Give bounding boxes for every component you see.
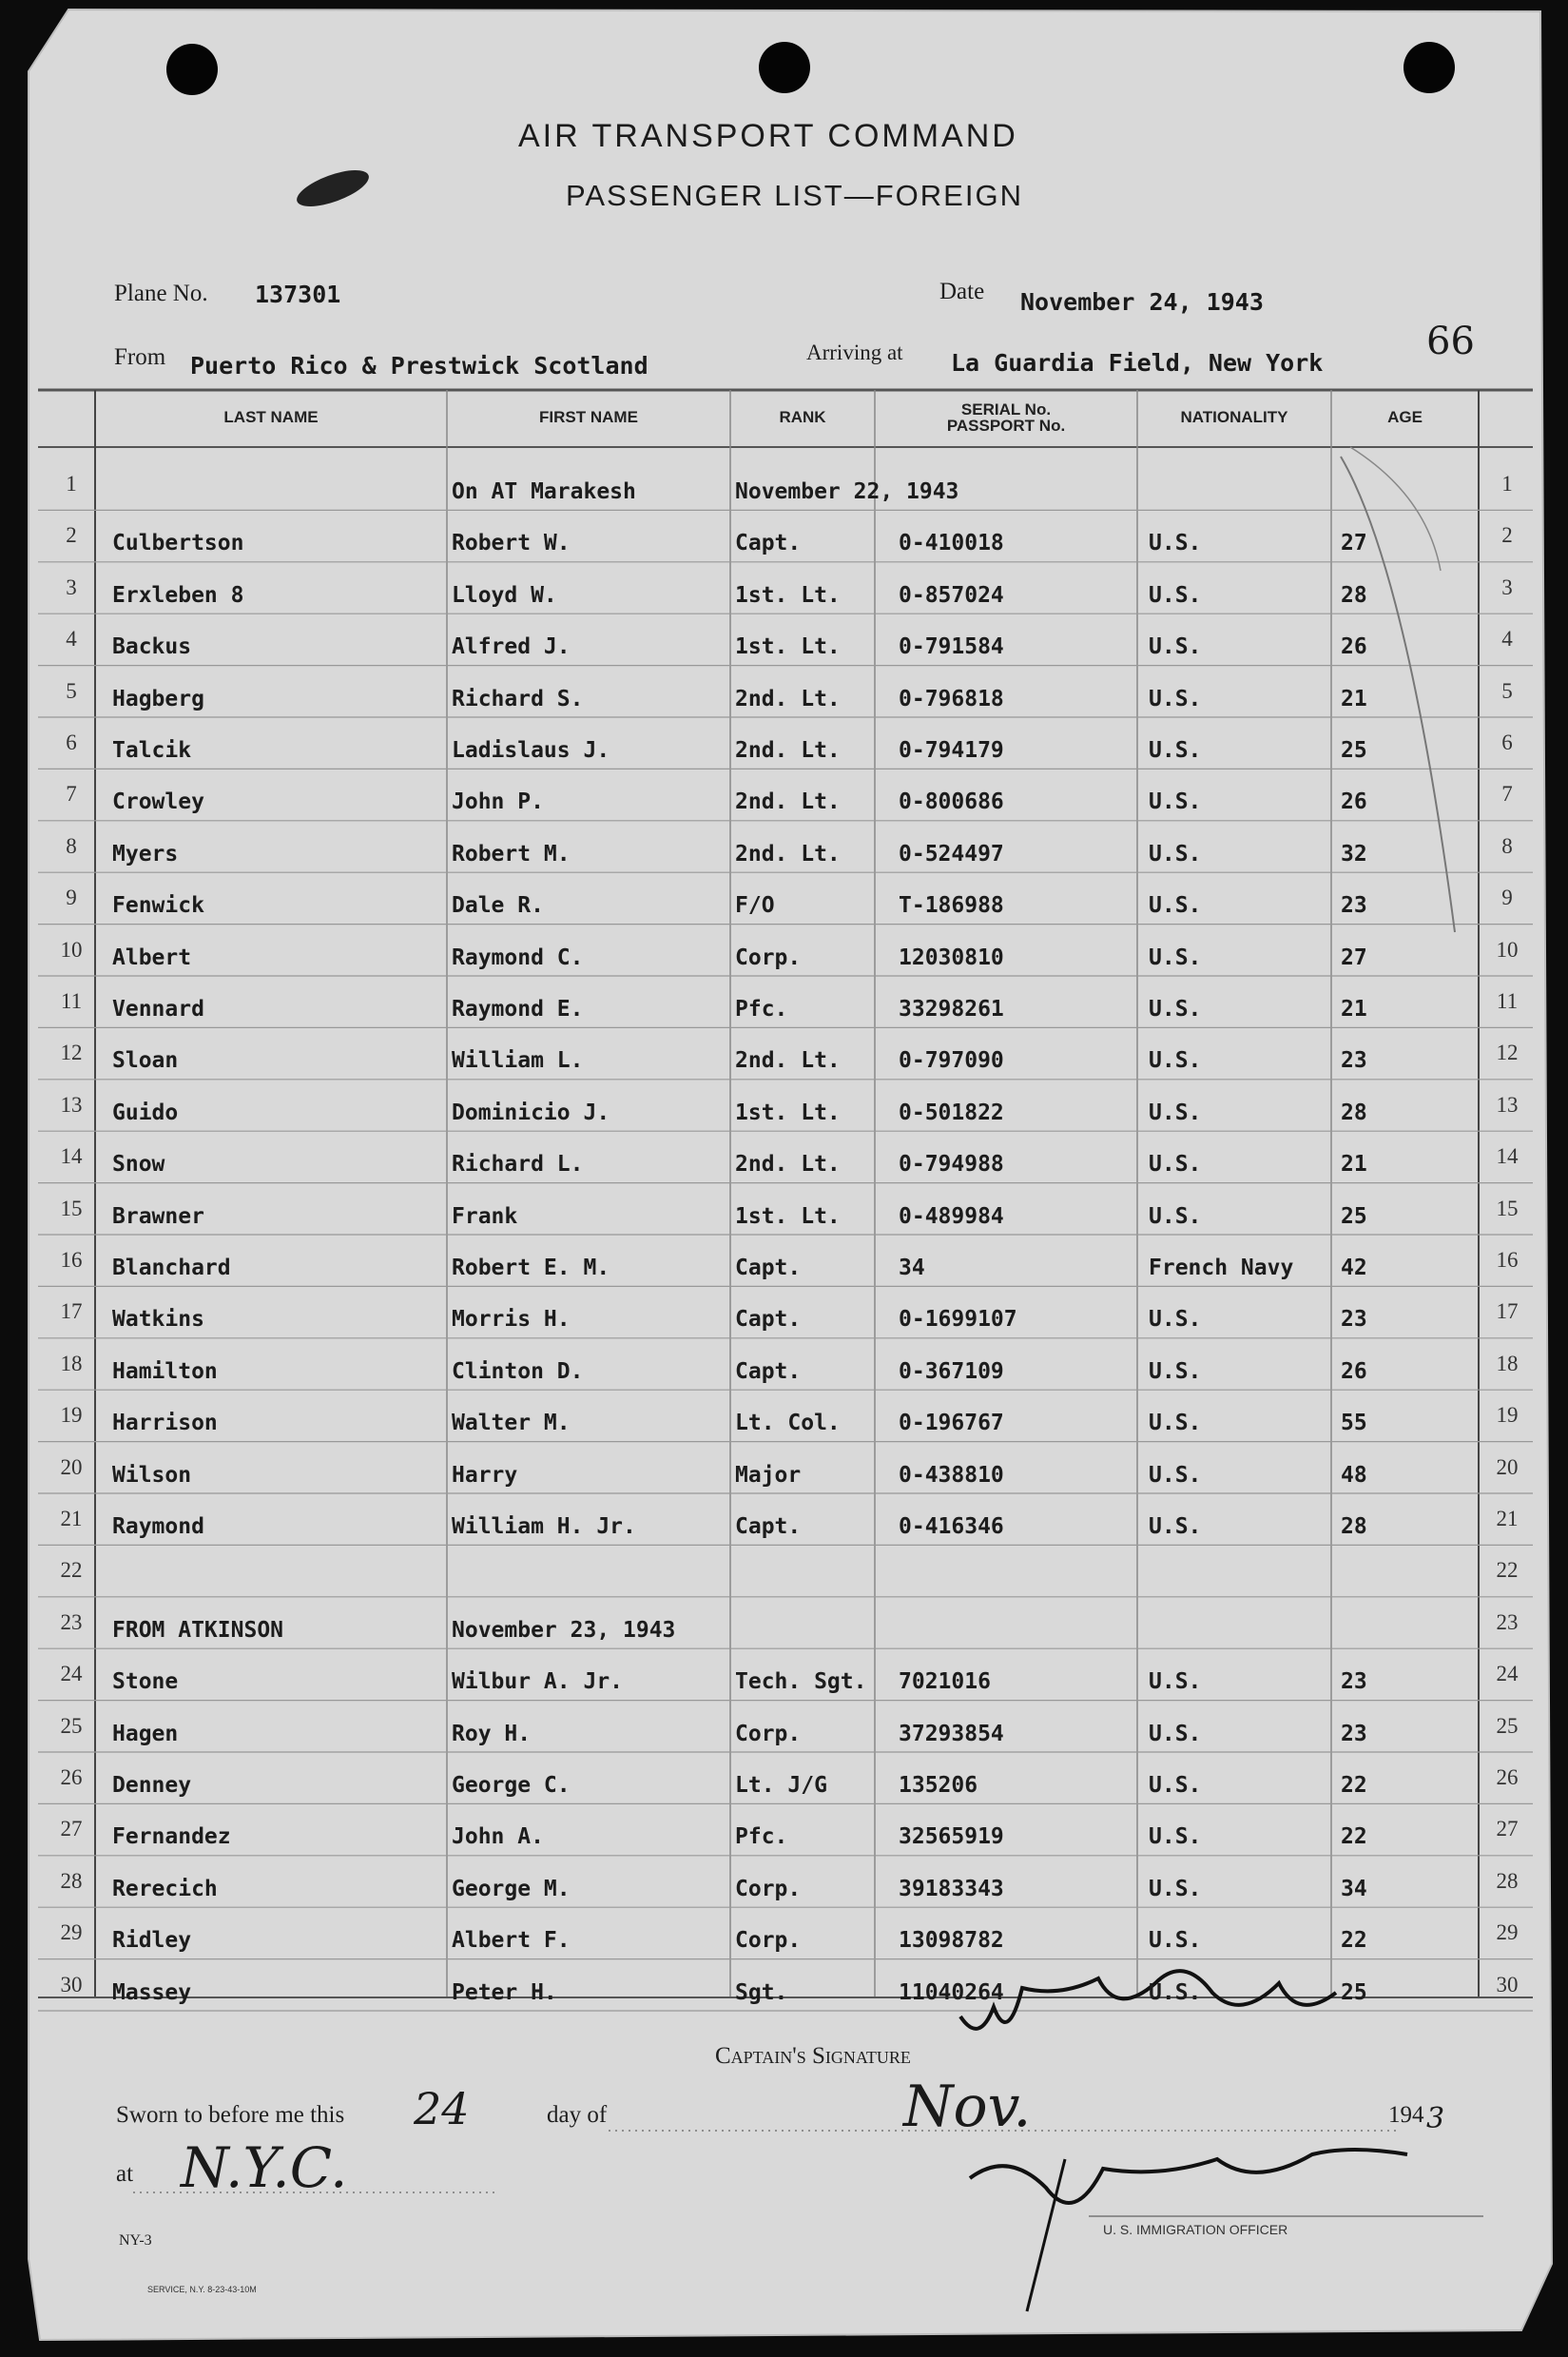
cell-rank: Capt. (735, 1514, 802, 1539)
cell-last: Myers (112, 841, 179, 867)
cell-last: Brawner (112, 1203, 204, 1229)
line-number-right: 22 (1496, 1558, 1519, 1583)
table-row (0, 510, 1568, 562)
form-subtitle: PASSENGER LIST—FOREIGN (566, 179, 1023, 212)
cell-serial: 0-797090 (899, 1048, 1004, 1074)
cell-first: Wilbur A. Jr. (452, 1669, 624, 1695)
cell-serial: 34 (899, 1256, 925, 1280)
cell-rank: November 22, 1943 (735, 479, 959, 504)
cell-serial: 0-791584 (899, 634, 1004, 660)
cell-serial: 0-1699107 (899, 1307, 1017, 1333)
line-number-right: 27 (1496, 1817, 1519, 1841)
cell-serial: 7021016 (899, 1669, 991, 1695)
cell-nat: U.S. (1149, 1669, 1202, 1695)
cell-first: Roy H. (452, 1721, 532, 1746)
table-row (0, 925, 1568, 977)
cell-age: 21 (1341, 1152, 1367, 1178)
cell-first: Richard L. (452, 1152, 584, 1178)
cell-serial: 0-524497 (899, 841, 1004, 867)
table-row (0, 1286, 1568, 1338)
captain-signature-label: Captain's Signature (715, 2043, 911, 2069)
line-number-left: 2 (66, 523, 77, 548)
cell-rank: Capt. (735, 531, 802, 556)
table-row (0, 1131, 1568, 1183)
cell-serial: 0-800686 (899, 789, 1004, 815)
cell-nat: U.S. (1149, 945, 1202, 970)
cell-last: Erxleben 8 (112, 582, 244, 608)
line-number-right: 11 (1496, 989, 1519, 1013)
column-header-rank: RANK (779, 408, 826, 426)
cell-serial: 0-438810 (899, 1462, 1004, 1488)
cell-first: Robert M. (452, 841, 571, 867)
from-value: Puerto Rico & Prestwick Scotland (190, 352, 648, 380)
cell-last: Culbertson (112, 531, 244, 556)
line-number-left: 23 (60, 1609, 83, 1634)
cell-rank: 1st. Lt. (735, 582, 841, 608)
cell-first: Richard S. (452, 686, 584, 711)
line-number-right: 4 (1501, 627, 1513, 652)
cell-serial: 39183343 (899, 1876, 1004, 1901)
line-number-left: 24 (60, 1662, 83, 1686)
cell-last: Albert (112, 945, 192, 970)
cell-rank: Corp. (735, 1928, 802, 1954)
line-number-left: 20 (60, 1454, 83, 1479)
cell-last: Guido (112, 1100, 179, 1125)
cell-nat: U.S. (1149, 1152, 1202, 1178)
cell-nat: U.S. (1149, 1979, 1202, 2005)
cell-serial: 0-501822 (899, 1100, 1004, 1125)
cell-serial: 37293854 (899, 1721, 1004, 1746)
cell-last: Rerecich (112, 1876, 218, 1901)
cell-nat: U.S. (1149, 789, 1202, 815)
cell-nat: U.S. (1149, 997, 1202, 1022)
cell-age: 23 (1341, 1307, 1367, 1333)
cell-age: 25 (1341, 1979, 1367, 2005)
line-number-right: 2 (1501, 523, 1513, 548)
table-row (0, 1235, 1568, 1287)
line-number-left: 27 (60, 1817, 83, 1841)
cell-first: Dale R. (452, 893, 544, 919)
line-number-left: 13 (60, 1092, 83, 1117)
cell-age: 23 (1341, 1048, 1367, 1074)
cell-age: 23 (1341, 1669, 1367, 1695)
line-number-left: 29 (60, 1920, 83, 1945)
cell-age: 25 (1341, 1203, 1367, 1229)
cell-nat: U.S. (1149, 1358, 1202, 1384)
column-header-serial (875, 401, 1137, 434)
punch-hole-left (166, 44, 218, 95)
cell-last: Massey (112, 1979, 192, 2005)
cell-serial: 0-367109 (899, 1358, 1004, 1384)
cell-last: Wilson (112, 1462, 192, 1488)
cell-serial: 33298261 (899, 997, 1004, 1022)
line-number-left: 30 (60, 1972, 83, 1997)
table-row (0, 1442, 1568, 1494)
cell-serial: 0-796818 (899, 686, 1004, 711)
table-row (0, 976, 1568, 1028)
cell-rank: 2nd. Lt. (735, 738, 841, 763)
cell-last: FROM ATKINSON (112, 1617, 284, 1643)
cell-first: John P. (452, 789, 544, 815)
cell-rank: Corp. (735, 1876, 802, 1901)
column-header-last-name: LAST NAME (223, 408, 319, 426)
cell-nat: U.S. (1149, 1514, 1202, 1539)
cell-first: George M. (452, 1876, 571, 1901)
line-number-right: 24 (1496, 1662, 1519, 1686)
form-title: AIR TRANSPORT COMMAND (518, 118, 1018, 154)
cell-first: Clinton D. (452, 1358, 584, 1384)
cell-nat: U.S. (1149, 738, 1202, 763)
table-row (0, 1338, 1568, 1391)
cell-last: Hagberg (112, 686, 204, 711)
cell-nat: U.S. (1149, 1462, 1202, 1488)
line-number-left: 11 (60, 989, 83, 1013)
line-number-right: 26 (1496, 1765, 1519, 1789)
line-number-right: 20 (1496, 1454, 1519, 1479)
cell-nat: U.S. (1149, 1203, 1202, 1229)
cell-age: 28 (1341, 1100, 1367, 1125)
table-row (0, 666, 1568, 718)
cell-first: George C. (452, 1773, 571, 1798)
table-row (0, 717, 1568, 769)
line-number-left: 5 (66, 678, 77, 703)
table-row (0, 1907, 1568, 1959)
line-number-left: 16 (60, 1248, 83, 1272)
sworn-day: 24 (414, 2083, 470, 2134)
line-number-right: 28 (1496, 1868, 1519, 1893)
cell-rank: Pfc. (735, 1824, 788, 1850)
line-number-right: 3 (1501, 575, 1513, 599)
line-number-right: 6 (1501, 730, 1513, 754)
cell-rank: 2nd. Lt. (735, 789, 841, 815)
cell-first: Raymond E. (452, 997, 584, 1022)
cell-age: 55 (1341, 1411, 1367, 1436)
cell-last: Backus (112, 634, 192, 660)
cell-last: Hamilton (112, 1358, 218, 1384)
cell-serial: 0-416346 (899, 1514, 1004, 1539)
cell-nat: U.S. (1149, 1876, 1202, 1901)
line-number-right: 14 (1496, 1144, 1519, 1169)
line-number-right: 23 (1496, 1609, 1519, 1634)
table-row (0, 1390, 1568, 1442)
cell-rank: Major (735, 1462, 802, 1488)
line-number-left: 1 (66, 472, 77, 496)
column-header-serial-line2: PASSPORT No. (946, 417, 1066, 435)
cell-first: Dominicio J. (452, 1100, 610, 1125)
sworn-month: Nov. (903, 2074, 1032, 2140)
line-number-left: 14 (60, 1144, 83, 1169)
line-number-left: 18 (60, 1351, 83, 1375)
cell-nat: U.S. (1149, 841, 1202, 867)
table-row (0, 872, 1568, 925)
cell-rank: Capt. (735, 1307, 802, 1333)
cell-last: Sloan (112, 1048, 179, 1074)
cell-first: William L. (452, 1048, 584, 1074)
plane-number-value: 137301 (255, 281, 341, 308)
cell-first: Morris H. (452, 1307, 571, 1333)
cell-nat: U.S. (1149, 1721, 1202, 1746)
cell-first: Lloyd W. (452, 582, 557, 608)
cell-rank: Capt. (735, 1256, 802, 1280)
from-label: From (114, 344, 166, 370)
line-number-right: 13 (1496, 1092, 1519, 1117)
cell-age: 26 (1341, 1358, 1367, 1384)
cell-rank: Tech. Sgt. (735, 1669, 867, 1695)
cell-serial: 135206 (899, 1773, 978, 1798)
form-code: NY-3 (119, 2232, 152, 2249)
line-number-right: 17 (1496, 1299, 1519, 1324)
cell-age: 27 (1341, 531, 1367, 556)
printer-line: SERVICE, N.Y. 8-23-43-10M (147, 2285, 257, 2294)
table-row (0, 1493, 1568, 1546)
cell-nat: U.S. (1149, 1307, 1202, 1333)
immigration-officer-label: U. S. IMMIGRATION OFFICER (1103, 2222, 1288, 2237)
cell-last: Denney (112, 1773, 192, 1798)
cell-age: 25 (1341, 738, 1367, 763)
cell-first: Raymond C. (452, 945, 584, 970)
cell-age: 42 (1341, 1256, 1367, 1280)
cell-first: Robert E. M. (452, 1256, 610, 1280)
line-number-left: 7 (66, 782, 77, 807)
cell-last: Harrison (112, 1411, 218, 1436)
table-row (0, 1856, 1568, 1908)
line-number-left: 25 (60, 1713, 83, 1738)
sworn-label: Sworn to before me this (116, 2102, 345, 2128)
line-number-right: 9 (1501, 886, 1513, 910)
cell-nat: French Navy (1149, 1256, 1294, 1280)
cell-rank: 2nd. Lt. (735, 1048, 841, 1074)
line-number-left: 12 (60, 1041, 83, 1065)
line-number-left: 15 (60, 1196, 83, 1220)
cell-rank: Capt. (735, 1358, 802, 1384)
cell-rank: Pfc. (735, 997, 788, 1022)
table-row (0, 769, 1568, 821)
table-row (0, 458, 1568, 511)
date-label: Date (939, 279, 985, 304)
cell-age: 23 (1341, 893, 1367, 919)
cell-first: November 23, 1943 (452, 1617, 676, 1643)
cell-first: Walter M. (452, 1411, 571, 1436)
line-number-left: 28 (60, 1868, 83, 1893)
cell-serial: 11040264 (899, 1979, 1004, 2005)
line-number-right: 5 (1501, 678, 1513, 703)
cell-serial: 32565919 (899, 1824, 1004, 1850)
line-number-left: 6 (66, 730, 77, 754)
page-number: 66 (1426, 320, 1475, 363)
cell-serial: T-186988 (899, 893, 1004, 919)
cell-rank: 1st. Lt. (735, 1100, 841, 1125)
line-number-left: 9 (66, 886, 77, 910)
line-number-left: 26 (60, 1765, 83, 1789)
cell-age: 22 (1341, 1773, 1367, 1798)
column-header-nationality: NATIONALITY (1180, 408, 1288, 426)
table-row (0, 614, 1568, 666)
cell-rank: 1st. Lt. (735, 1203, 841, 1229)
cell-last: Fernandez (112, 1824, 231, 1850)
cell-rank: Corp. (735, 1721, 802, 1746)
cell-age: 32 (1341, 841, 1367, 867)
cell-first: William H. Jr. (452, 1514, 636, 1539)
cell-last: Stone (112, 1669, 179, 1695)
cell-serial: 0-857024 (899, 582, 1004, 608)
cell-last: Crowley (112, 789, 204, 815)
cell-rank: 2nd. Lt. (735, 686, 841, 711)
line-number-left: 19 (60, 1403, 83, 1428)
column-header-serial-line1: SERIAL No. (960, 400, 1052, 419)
cell-serial: 12030810 (899, 945, 1004, 970)
table-row (0, 1959, 1568, 2012)
cell-age: 22 (1341, 1824, 1367, 1850)
line-number-right: 10 (1496, 937, 1519, 962)
cell-nat: U.S. (1149, 582, 1202, 608)
cell-age: 26 (1341, 634, 1367, 660)
cell-last: Ridley (112, 1928, 192, 1954)
cell-rank: Lt. Col. (735, 1411, 841, 1436)
cell-last: Snow (112, 1152, 165, 1178)
plane-number-label: Plane No. (114, 281, 208, 306)
cell-age: 23 (1341, 1721, 1367, 1746)
cell-last: Blanchard (112, 1256, 231, 1280)
cell-first: On AT Marakesh (452, 479, 636, 504)
cell-serial: 13098782 (899, 1928, 1004, 1954)
cell-age: 22 (1341, 1928, 1367, 1954)
cell-serial: 0-410018 (899, 531, 1004, 556)
line-number-right: 29 (1496, 1920, 1519, 1945)
column-header-first-name: FIRST NAME (539, 408, 638, 426)
cell-age: 26 (1341, 789, 1367, 815)
table-row (0, 821, 1568, 873)
date-value: November 24, 1943 (1020, 288, 1264, 316)
line-number-right: 25 (1496, 1713, 1519, 1738)
table-row (0, 1701, 1568, 1753)
punch-hole-right (1403, 42, 1455, 93)
line-number-left: 8 (66, 833, 77, 858)
table-row (0, 1803, 1568, 1856)
line-number-right: 18 (1496, 1351, 1519, 1375)
cell-first: Robert W. (452, 531, 571, 556)
cell-rank: Corp. (735, 945, 802, 970)
cell-serial: 0-794179 (899, 738, 1004, 763)
cell-age: 34 (1341, 1876, 1367, 1901)
cell-nat: U.S. (1149, 1773, 1202, 1798)
line-number-left: 10 (60, 937, 83, 962)
cell-age: 21 (1341, 997, 1367, 1022)
year-suffix: 3 (1426, 2102, 1445, 2135)
cell-age: 21 (1341, 686, 1367, 711)
line-number-right: 1 (1501, 472, 1513, 496)
year-prefix: 194 (1388, 2102, 1424, 2128)
cell-last: Raymond (112, 1514, 204, 1539)
cell-rank: Lt. J/G (735, 1773, 827, 1798)
line-number-left: 3 (66, 575, 77, 599)
cell-first: Albert F. (452, 1928, 571, 1954)
column-header-age: AGE (1387, 408, 1423, 426)
table-row (0, 1597, 1568, 1649)
line-number-left: 4 (66, 627, 77, 652)
cell-nat: U.S. (1149, 1928, 1202, 1954)
cell-nat: U.S. (1149, 531, 1202, 556)
table-row (0, 562, 1568, 614)
cell-first: Ladislaus J. (452, 738, 610, 763)
line-number-left: 21 (60, 1507, 83, 1530)
cell-first: Frank (452, 1203, 518, 1229)
cell-serial: 0-489984 (899, 1203, 1004, 1229)
table-row (0, 1752, 1568, 1804)
table-row (0, 1080, 1568, 1132)
cell-last: Hagen (112, 1721, 179, 1746)
line-number-right: 16 (1496, 1248, 1519, 1272)
table-row (0, 1027, 1568, 1080)
cell-age: 27 (1341, 945, 1367, 970)
punch-hole-center (759, 42, 810, 93)
line-number-left: 22 (60, 1558, 83, 1583)
cell-nat: U.S. (1149, 893, 1202, 919)
cell-serial: 0-794988 (899, 1152, 1004, 1178)
table-row (0, 1545, 1568, 1597)
at-label: at (116, 2161, 134, 2187)
cell-rank: 2nd. Lt. (735, 1152, 841, 1178)
cell-last: Fenwick (112, 893, 204, 919)
line-number-right: 30 (1496, 1972, 1519, 1997)
table-row (0, 1183, 1568, 1236)
cell-nat: U.S. (1149, 1048, 1202, 1074)
cell-age: 28 (1341, 582, 1367, 608)
line-number-right: 15 (1496, 1196, 1519, 1220)
cell-nat: U.S. (1149, 1411, 1202, 1436)
cell-rank: 1st. Lt. (735, 634, 841, 660)
line-number-right: 21 (1496, 1507, 1519, 1530)
cell-rank: Sgt. (735, 1979, 788, 2005)
cell-nat: U.S. (1149, 1100, 1202, 1125)
arriving-value: La Guardia Field, New York (951, 349, 1324, 377)
arriving-label: Arriving at (806, 341, 903, 364)
line-number-left: 17 (60, 1299, 83, 1324)
cell-last: Talcik (112, 738, 192, 763)
cell-rank: 2nd. Lt. (735, 841, 841, 867)
cell-last: Vennard (112, 997, 204, 1022)
day-of-label: day of (547, 2102, 608, 2128)
cell-first: Peter H. (452, 1979, 557, 2005)
cell-first: Alfred J. (452, 634, 571, 660)
at-location: N.Y.C. (181, 2135, 348, 2200)
line-number-right: 19 (1496, 1403, 1519, 1428)
table-row (0, 1648, 1568, 1701)
cell-serial: 0-196767 (899, 1411, 1004, 1436)
cell-age: 28 (1341, 1514, 1367, 1539)
line-number-right: 7 (1501, 782, 1513, 807)
cell-nat: U.S. (1149, 634, 1202, 660)
cell-last: Watkins (112, 1307, 204, 1333)
line-number-right: 8 (1501, 833, 1513, 858)
cell-age: 48 (1341, 1462, 1367, 1488)
cell-nat: U.S. (1149, 686, 1202, 711)
cell-rank: F/O (735, 893, 775, 919)
cell-first: Harry (452, 1462, 518, 1488)
line-number-right: 12 (1496, 1041, 1519, 1065)
cell-nat: U.S. (1149, 1824, 1202, 1850)
cell-first: John A. (452, 1824, 544, 1850)
